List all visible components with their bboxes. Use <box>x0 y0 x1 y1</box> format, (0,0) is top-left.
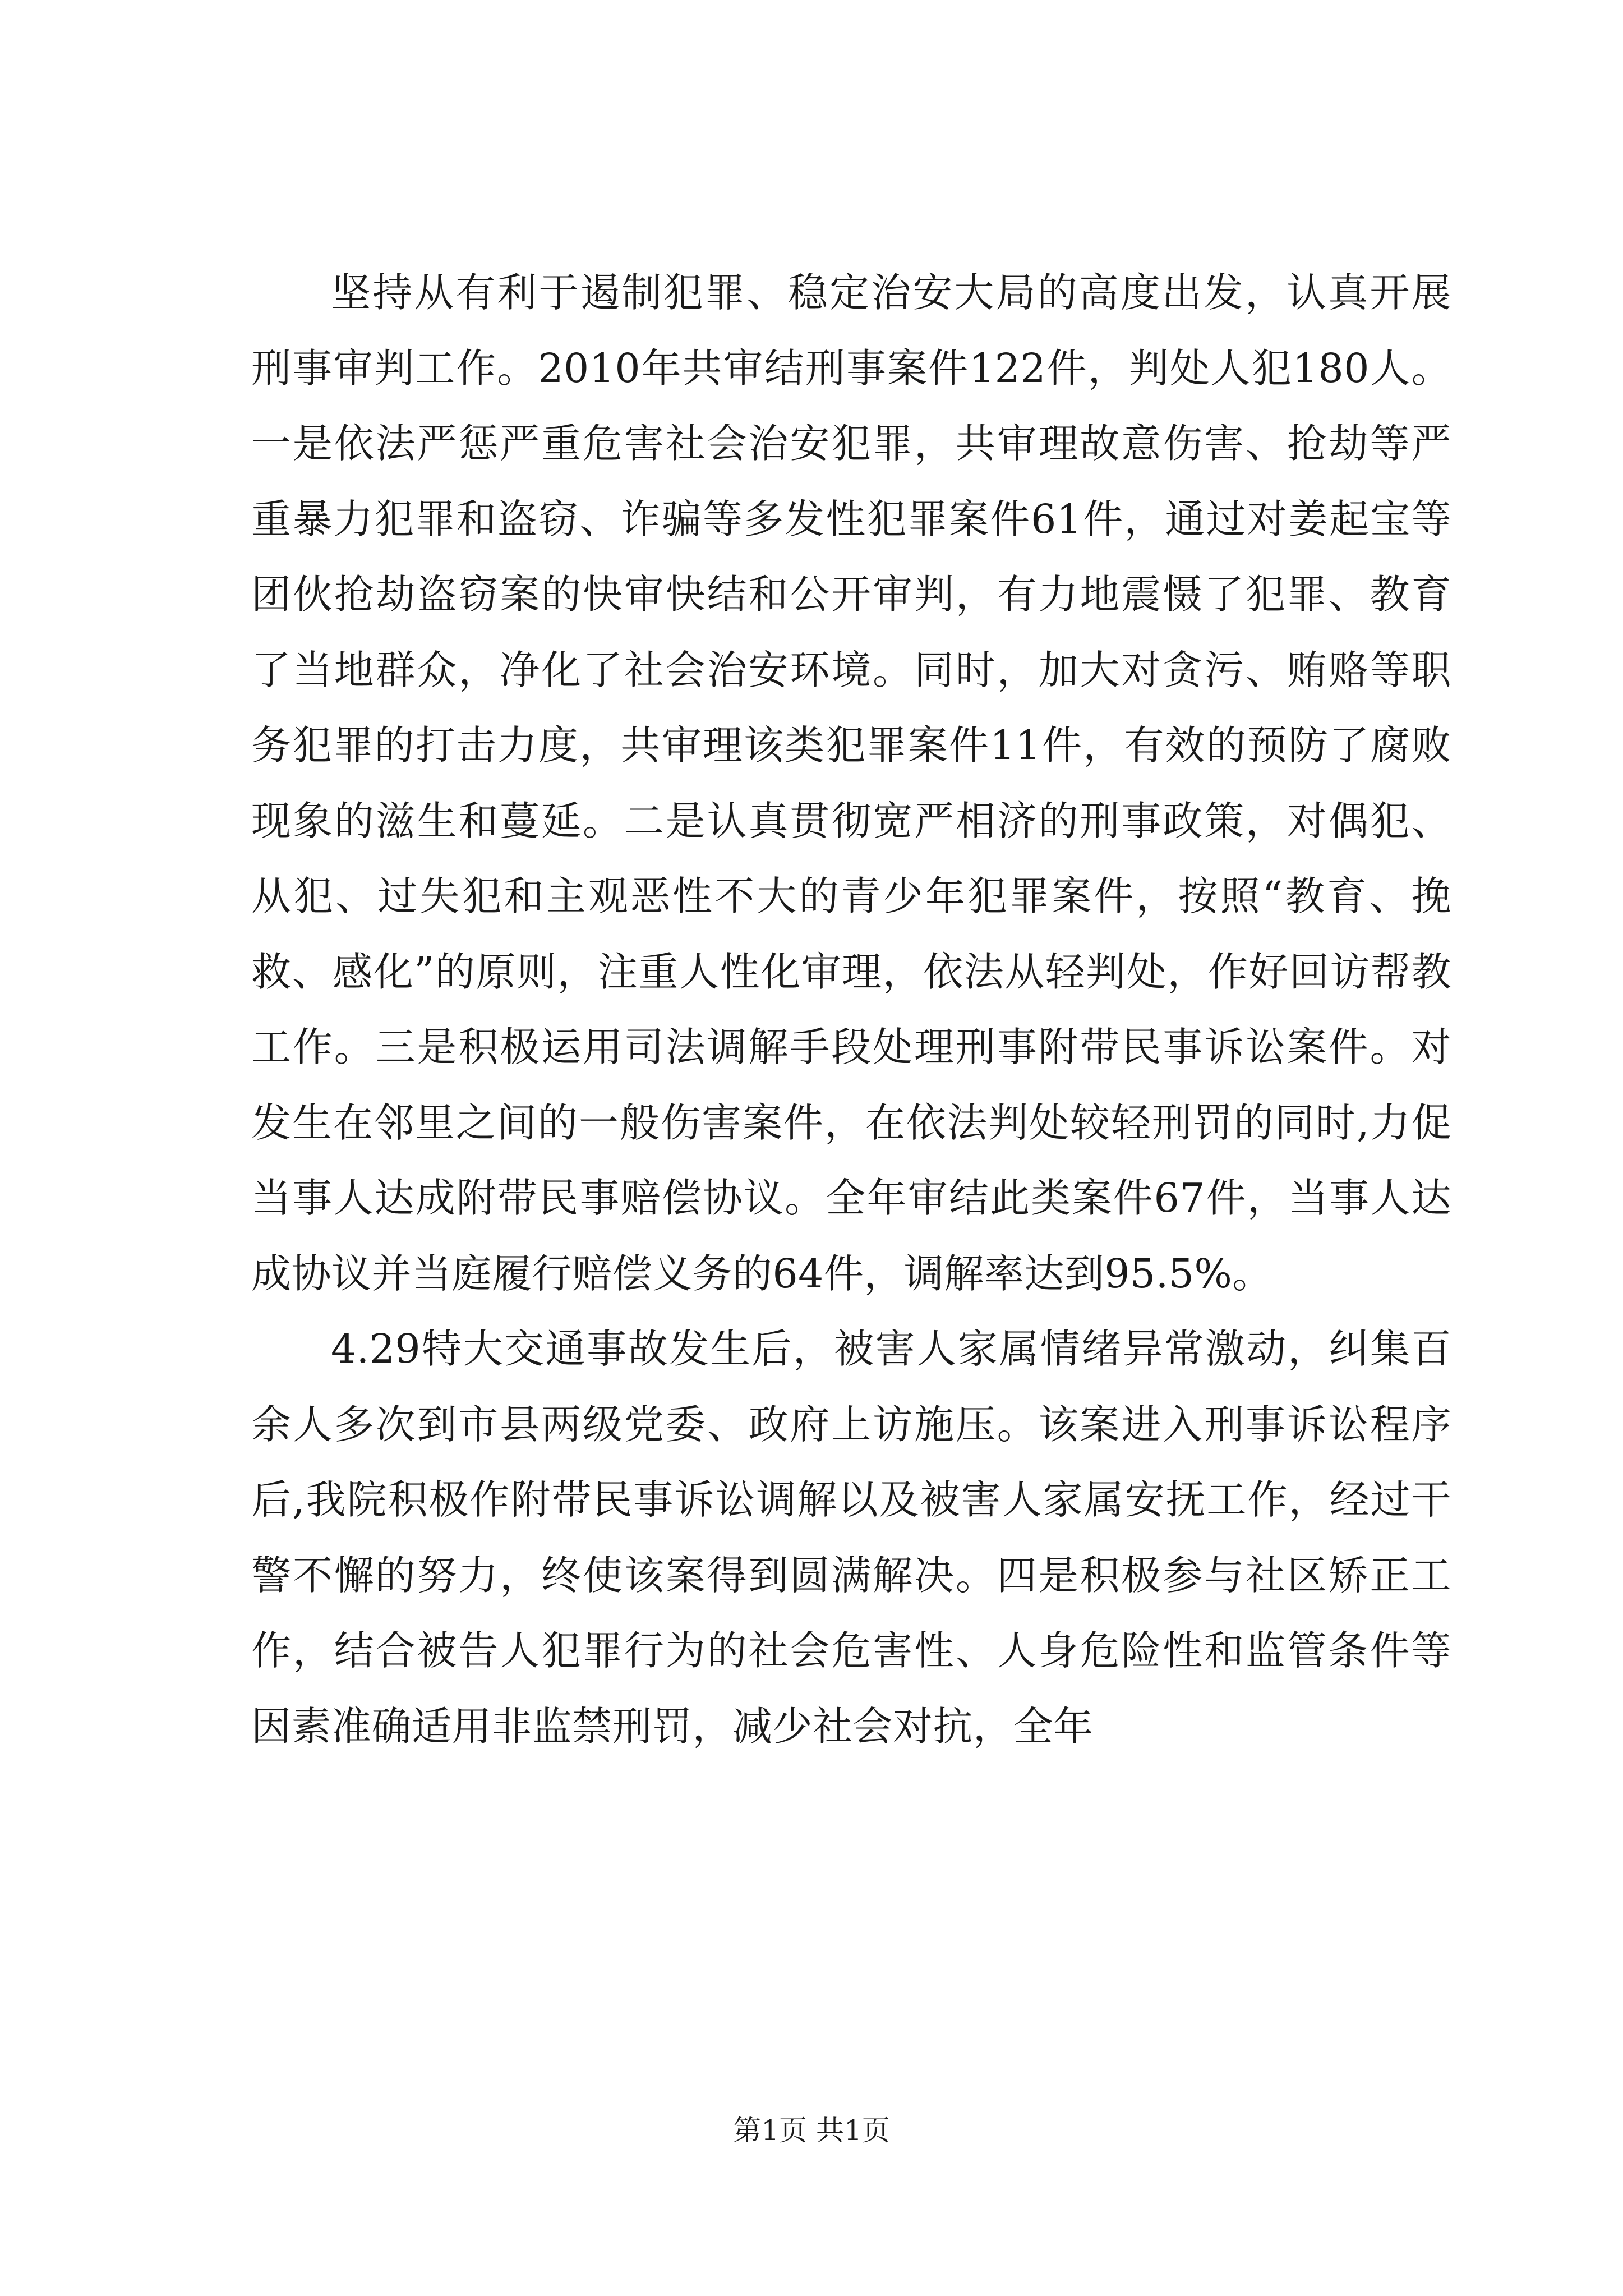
page-number-footer: 第1页 共1页 <box>733 2114 890 2147</box>
document-body <box>251 255 1451 1764</box>
paragraph-traffic-accident: 4.29特大交通事故发生后，被害人家属情绪异常激动，纠集百余人多次到市县两级党委、政府上访施压。该案进入刑事诉讼程序后,我院积极作附带民事诉讼调解以及被害人家属安抚工作，经过干警不懈的努力，终使该案得到圆满解决。四是积极参与社区矫正工作，结合被告人犯罪行为的社会危害性、人身危险性和监管条件等因素准确适用非监禁刑罚，减少社会对抗，全年 <box>251 1326 1451 1750</box>
paragraph-criminal-trial: 坚持从有利于遏制犯罪、稳定治安大局的高度出发，认真开展刑事审判工作。2010年共审结刑事案件122件，判处人犯180人。一是依法严惩严重危害社会治安犯罪，共审理故意伤害、抢劫等严重暴力犯罪和盗窃、诈骗等多发性犯罪案件61件，通过对姜起宝等团伙抢劫盗窃案的快审快结和公开审判，有力地震慑了犯罪、教育了当地群众，净化了社会治安环境。同时，加大对贪污、贿赂等职务犯罪的打击力度，共审理该类犯罪案件11件，有效的预防了腐败现象的滋生和蔓延。二是认真贯彻宽严相济的刑事政策，对偶犯、从犯、过失犯和主观恶性不大的青少年犯罪案件，按照“教育、挽救、感化”的原则，注重人性化审理，依法从轻判处，作好回访帮教工作。三是积极运用司法调解手段处理刑事附带民事诉讼案件。对发生在邻里之间的一般伤害案件，在依法判处较轻刑罚的同时,力促当事人达成附带民事赔偿协议。全年审结此类案件67件，当事人达成协议并当庭履行赔偿义务的64件，调解率达到95.5%。 <box>251 269 1451 1297</box>
